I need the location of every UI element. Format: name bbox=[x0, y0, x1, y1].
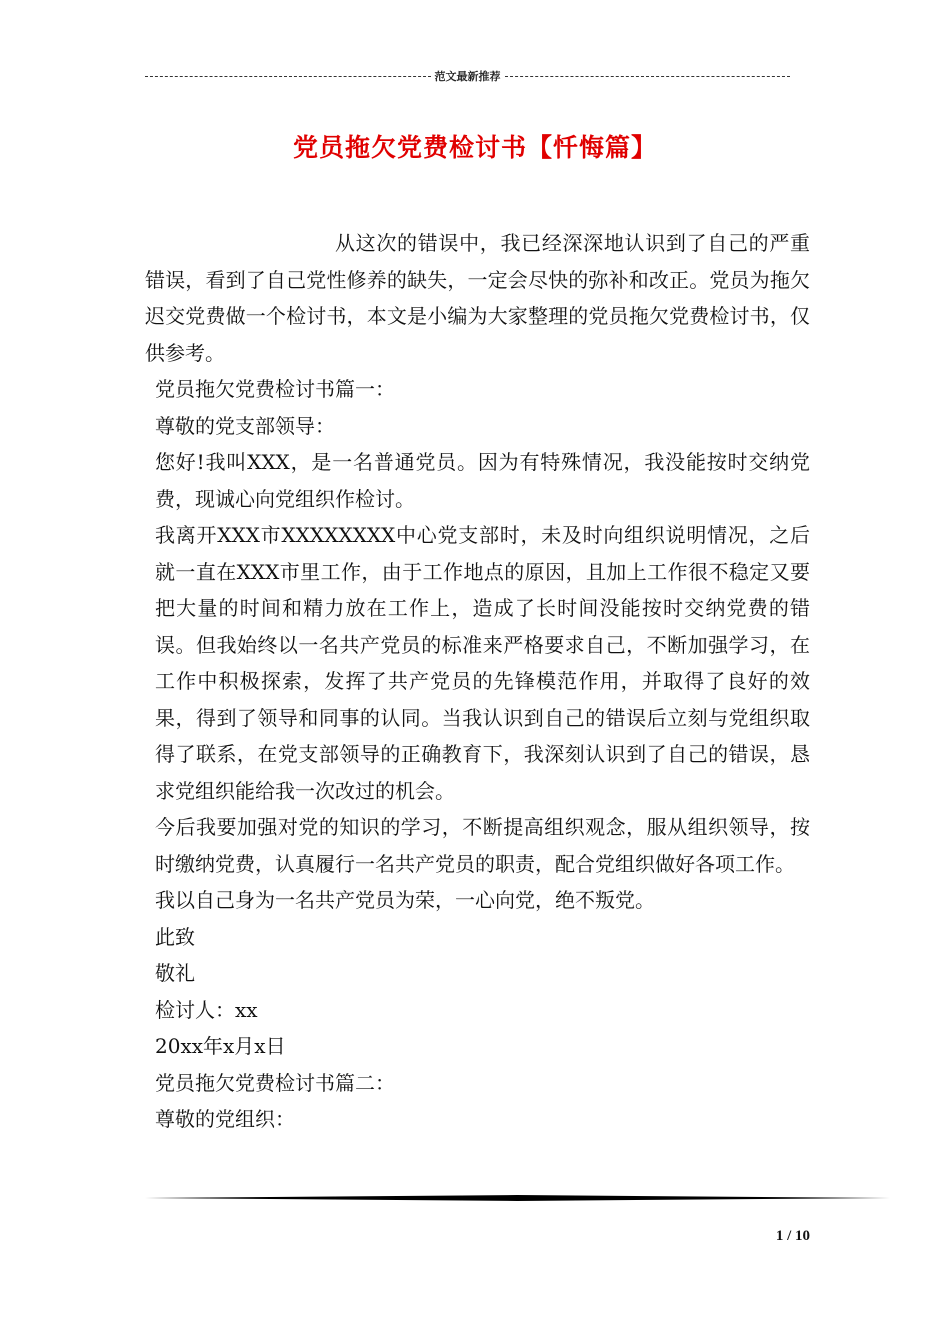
page-number: 1 / 10 bbox=[775, 1228, 810, 1244]
section-heading-one: 党员拖欠党费检讨书篇一： bbox=[155, 377, 395, 401]
page-header bbox=[145, 66, 790, 86]
header-dashed-line-left bbox=[145, 76, 431, 77]
closing-line: 敬礼 bbox=[155, 961, 195, 985]
body-paragraph: 您好!我叫XXX，是一名普通党员。因为有特殊情况，我没能按时交纳党费，现诚心向党组织作检讨。 bbox=[155, 450, 810, 511]
intro-paragraph: 从这次的错误中，我已经深深地认识到了自己的严重错误，看到了自己党性修养的缺失，一定会尽快的弥补和改正。党员为拖欠迟交党费做一个检讨书，本文是小编为大家整理的党员拖欠党费检讨书，仅供参考。 bbox=[145, 231, 810, 365]
signature-line: 检讨人：xx bbox=[155, 997, 258, 1022]
document-title: 党员拖欠党费检讨书【忏悔篇】 bbox=[292, 133, 657, 162]
section-heading-two: 党员拖欠党费检讨书篇二： bbox=[155, 1070, 395, 1095]
header-dashed-line-right bbox=[505, 76, 791, 77]
body-paragraph: 今后我要加强对党的知识的学习，不断提高组织观念，服从组织领导，按时缴纳党费，认真履行一名共产党员的职责，配合党组织做好各项工作。 bbox=[155, 815, 810, 876]
date-line: 20xx年x月x日 bbox=[155, 1034, 286, 1058]
footer-divider bbox=[145, 1195, 890, 1201]
body-paragraph: 我以自己身为一名共产党员为荣，一心向党，绝不叛党。 bbox=[155, 888, 655, 912]
body-paragraph: 我离开XXX市XXXXXXXX中心党支部时，未及时向组织说明情况，之后就一直在XXX市里工作，由于工作地点的原因，且加上工作很不稳定又要把大量的时间和精力放在工作上，造成了长时间没能按时交纳党费的错误。但我始终以一名共产党员的标准来严格要求自己，不断加强学习，在工作中积极探索，发挥了共产党员的先锋模范作用，并取得了良好的效果，得到了领导和同事的认同。当我认识到自己的错误后立刻与党组织取得了联系，在党支部领导的正确教育下，我深刻认识到了自己的错误，恳求党组织能给我一次改过的机会。 bbox=[155, 523, 810, 803]
closing-line: 此致 bbox=[155, 924, 195, 949]
header-label: 范文最新推荐 bbox=[434, 70, 501, 83]
salutation: 尊敬的党支部领导： bbox=[155, 413, 335, 438]
salutation: 尊敬的党组织： bbox=[155, 1107, 295, 1131]
document-body bbox=[145, 225, 810, 1138]
